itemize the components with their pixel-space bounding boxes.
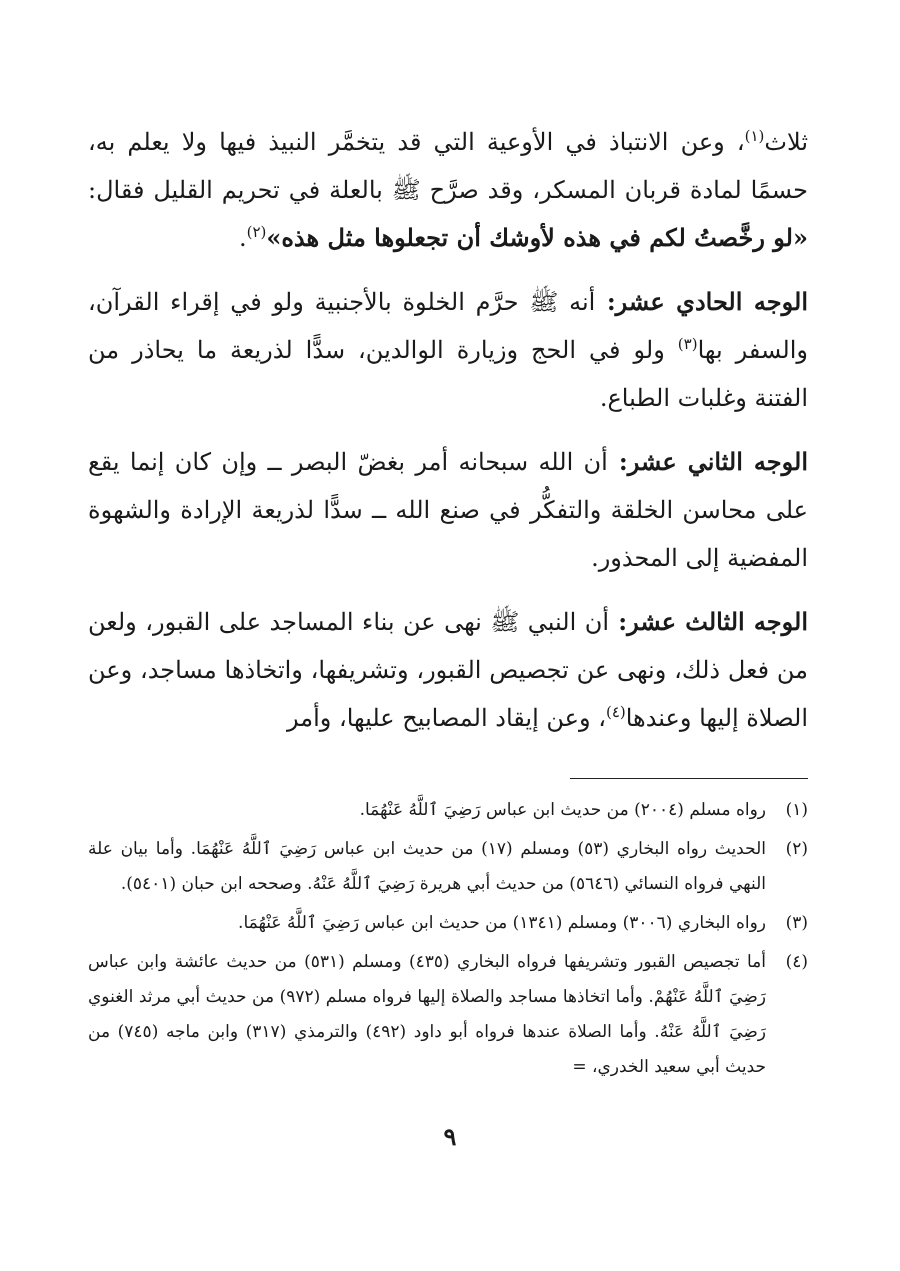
paragraph-2 bbox=[88, 278, 808, 422]
footnotes bbox=[88, 793, 808, 1085]
footnote-ref-1: (١) bbox=[744, 127, 765, 145]
paragraph-2-text: أنه ﷺ حرَّم الخلوة بالأجنبية ولو في إقراء القرآن، والسفر بها bbox=[88, 288, 808, 364]
footnote-text: أما تجصيص القبور وتشريفها فرواه البخاري (٤٣٥) ومسلم (٥٣١) من حديث عائشة وابن عباس رَضِيَ ٱللَّهُ عَنْهُمْ. وأما اتخاذها مساجد والصلاة إليها فرواه مسلم (٩٧٢) من حديث أبي مرثد الغنوي رَضِيَ ٱللَّهُ عَنْهُ. وأما الصلاة عندها فرواه أبو داود (٤٩٢) والترمذي (٣١٧) وابن ماجه (٧٤٥) من حديث أبي سعيد الخدري، = bbox=[88, 952, 767, 1077]
paragraph-4 bbox=[88, 598, 808, 742]
paragraph-3 bbox=[88, 438, 808, 582]
body-text bbox=[88, 118, 808, 742]
paragraph-1-text: ثلاث bbox=[764, 128, 808, 156]
footnote-1 bbox=[88, 793, 808, 828]
section-heading-11: الوجه الحادي عشر: bbox=[595, 287, 808, 316]
footnote-text: الحديث رواه البخاري (٥٣) ومسلم (١٧) من حديث ابن عباس رَضِيَ ٱللَّهُ عَنْهُمَا. وأما بيان علة النهي فرواه النسائي (٥٦٤٦) من حديث أبي هريرة رَضِيَ ٱللَّهُ عَنْهُ. وصححه ابن حبان (٥٤٠١). bbox=[88, 839, 766, 894]
paragraph-4-continuation: ، وعن إيقاد المصابيح عليها، وأمر bbox=[287, 704, 606, 732]
section-heading-12: الوجه الثاني عشر: bbox=[607, 447, 809, 476]
footnote-3 bbox=[88, 906, 808, 941]
footnote-number: (٣) bbox=[785, 913, 808, 933]
footnote-text: رواه البخاري (٣٠٠٦) ومسلم (١٣٤١) من حديث ابن عباس رَضِيَ ٱللَّهُ عَنْهُمَا. bbox=[238, 913, 766, 933]
footnote-number: (٤) bbox=[785, 952, 808, 972]
footnote-number: (٢) bbox=[785, 839, 808, 859]
hadith-quote: «لو رخَّصتُ لكم في هذه لأوشك أن تجعلوها مثل هذه» bbox=[266, 223, 808, 252]
footnote-ref-4: (٤) bbox=[605, 703, 626, 721]
paragraph-1 bbox=[88, 118, 808, 262]
footnote-divider bbox=[570, 778, 808, 779]
footnote-2 bbox=[88, 832, 808, 902]
footnote-ref-3: (٣) bbox=[677, 335, 698, 353]
paragraph-1-continuation: ، وعن الانتباذ في الأوعية التي قد يتخمَّر النبيذ فيها ولا يعلم به، حسمًا لمادة قربان المسكر، وقد صرَّح ﷺ بالعلة في تحريم القليل فقال: bbox=[88, 128, 808, 204]
paragraph-3-text: أن الله سبحانه أمر بغضّ البصر ــ وإن كان إنما يقع على محاسن الخلقة والتفكُّر في صنع الله ــ سدًّا لذريعة الإرادة والشهوة المفضية إلى المحذور. bbox=[88, 448, 808, 572]
footnote-4 bbox=[88, 945, 808, 1085]
paragraph-1-end: . bbox=[238, 224, 247, 252]
footnote-ref-2: (٢) bbox=[246, 223, 267, 241]
page-number: ٩ bbox=[443, 1122, 457, 1151]
footnote-number: (١) bbox=[785, 800, 808, 820]
paragraph-2-continuation: ولو في الحج وزيارة الوالدين، سدًّا لذريعة ما يحاذر من الفتنة وغلبات الطباع. bbox=[88, 336, 808, 412]
footnote-text: رواه مسلم (٢٠٠٤) من حديث ابن عباس رَضِيَ ٱللَّهُ عَنْهُمَا. bbox=[359, 800, 766, 820]
paragraph-4-text: أن النبي ﷺ نهى عن بناء المساجد على القبور، ولعن من فعل ذلك، ونهى عن تجصيص القبور، وتشريفها، واتخاذها مساجد، وعن الصلاة إليها وعندها bbox=[88, 608, 808, 732]
section-heading-13: الوجه الثالث عشر: bbox=[609, 607, 808, 636]
